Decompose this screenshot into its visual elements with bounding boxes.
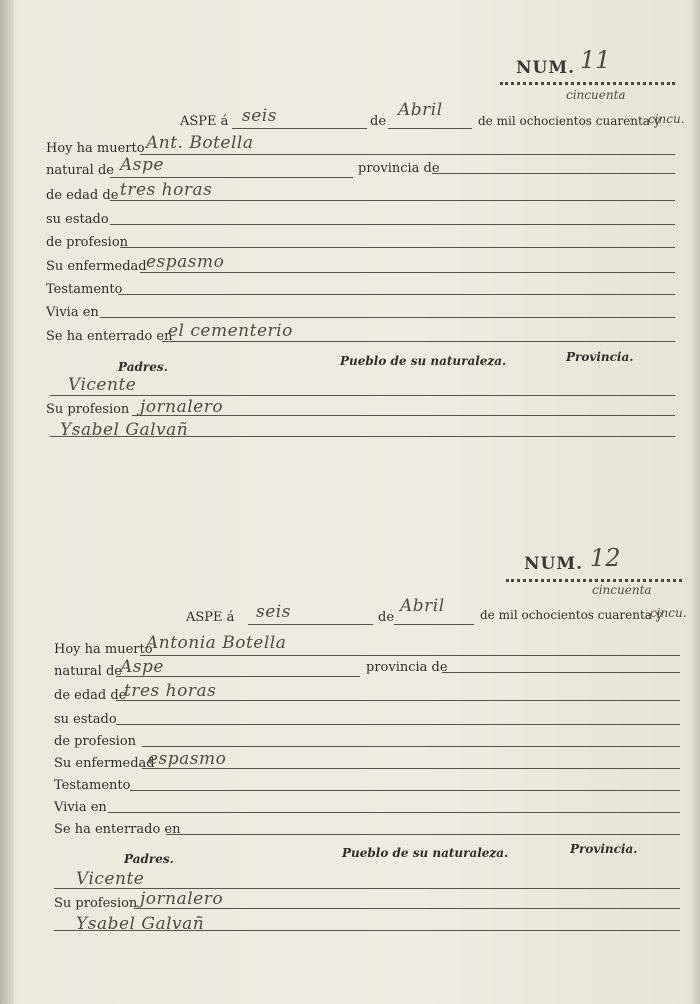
de-label: de — [370, 114, 387, 129]
num-label: NUM. — [516, 58, 576, 78]
su-profesion-label: Su profesion — [54, 896, 138, 911]
natural-label: natural de — [46, 163, 114, 178]
month-value: Abril — [400, 596, 445, 616]
year-correction-above: cincuenta — [592, 583, 652, 597]
num-label: NUM. — [524, 554, 584, 574]
town-label: ASPE á — [180, 114, 229, 129]
provincia-label: provincia de — [366, 660, 448, 675]
profesion-label: de profesion — [54, 734, 137, 749]
testamento-label: Testamento — [46, 282, 123, 297]
year-suffix: cincu. — [648, 112, 685, 126]
month-value: Abril — [398, 100, 443, 120]
deceased-name: Antonia Botella — [146, 633, 287, 653]
edad-label: de edad de — [46, 188, 119, 203]
testamento-label: Testamento — [54, 778, 131, 793]
number-underline — [500, 82, 675, 85]
natural-value: Aspe — [120, 155, 164, 175]
year-suffix: cincu. — [650, 606, 687, 620]
vivia-label: Vivia en — [54, 800, 107, 815]
natural-label: natural de — [54, 664, 122, 679]
su-profesion-label: Su profesion — [46, 402, 130, 417]
enfermedad-label: Su enfermedad — [46, 259, 147, 274]
vivia-label: Vivia en — [46, 305, 99, 320]
town-label: ASPE á — [186, 610, 235, 625]
father-name: Vicente — [76, 869, 145, 889]
provincia-heading: Provincia. — [566, 350, 634, 364]
father-profession: jornalero — [140, 889, 224, 909]
natural-value: Aspe — [120, 657, 164, 677]
number-underline — [506, 579, 682, 582]
father-name: Vicente — [68, 375, 137, 395]
mother-name: Ysabel Galvañ — [60, 420, 189, 440]
provincia-label: provincia de — [358, 161, 440, 176]
enterrado-label: Se ha enterrado en — [46, 329, 173, 344]
record-number: 12 — [590, 544, 621, 572]
enterrado-value: el cementerio — [168, 321, 293, 341]
estado-label: su estado — [54, 712, 117, 727]
hoy-label: Hoy ha muerto — [46, 141, 145, 156]
enterrado-label: Se ha enterrado en — [54, 822, 181, 837]
enfermedad-value: espasmo — [148, 749, 227, 769]
year-correction-above: cincuenta — [566, 88, 626, 102]
enfermedad-value: espasmo — [146, 252, 225, 272]
edad-value: tres horas — [120, 180, 213, 200]
mother-name: Ysabel Galvañ — [76, 914, 205, 934]
year-prefix: de mil ochocientos cuarenta y — [478, 114, 661, 128]
estado-label: su estado — [46, 212, 109, 227]
provincia-heading: Provincia. — [570, 842, 638, 856]
hoy-label: Hoy ha muerto — [54, 642, 153, 657]
father-profession: jornalero — [140, 397, 224, 417]
padres-heading: Padres. — [118, 360, 168, 374]
day-value: seis — [256, 602, 291, 622]
deceased-name: Ant. Botella — [146, 133, 254, 153]
page-binding-shadow — [0, 0, 14, 1004]
day-value: seis — [242, 106, 277, 126]
padres-heading: Padres. — [124, 852, 174, 866]
enfermedad-label: Su enfermedad — [54, 756, 155, 771]
edad-label: de edad de — [54, 688, 127, 703]
profesion-label: de profesion — [46, 235, 129, 250]
record-number: 11 — [580, 46, 611, 74]
pueblo-heading: Pueblo de su naturaleza. — [342, 846, 509, 860]
pueblo-heading: Pueblo de su naturaleza. — [340, 354, 507, 368]
edad-value: tres horas — [124, 681, 217, 701]
page-edge-shadow — [690, 0, 700, 1004]
de-label: de — [378, 610, 395, 625]
year-prefix: de mil ochocientos cuarenta y — [480, 608, 663, 622]
